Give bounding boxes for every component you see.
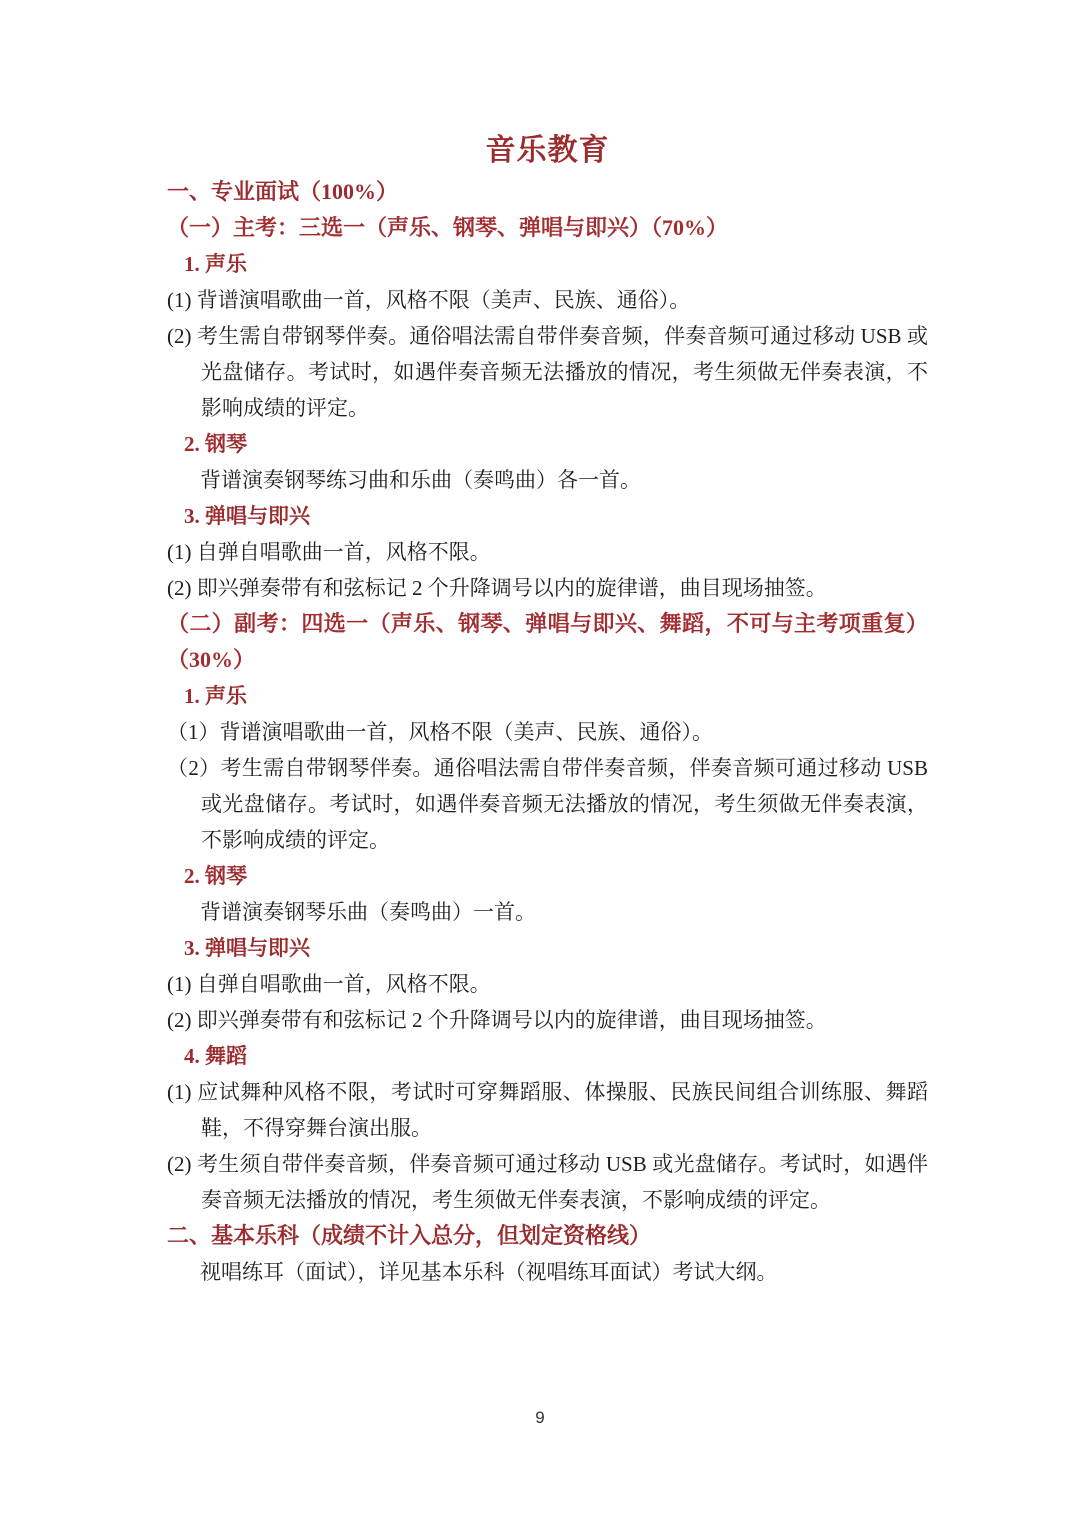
- item-marker: （2）: [167, 756, 221, 780]
- block-item: [167, 714, 928, 750]
- item-marker: (2): [167, 324, 192, 348]
- item-text: 即兴弹奏带有和弦标记 2 个升降调号以内的旋律谱，曲目现场抽签。: [196, 1008, 827, 1032]
- block-h3: 3. 弹唱与即兴: [184, 504, 310, 528]
- item-marker: (2): [167, 1152, 192, 1176]
- block-h3: 1. 声乐: [184, 252, 247, 276]
- item-marker: (1): [167, 288, 192, 312]
- item-text: 考生需自带钢琴伴奏。通俗唱法需自带伴奏音频，伴奏音频可通过移动 USB 或光盘储存。考试时，如遇伴奏音频无法播放的情况，考生须做无伴奏表演，不影响成绩的评定。: [201, 756, 928, 852]
- item-marker: (1): [167, 540, 192, 564]
- block-para: 背谱演奏钢琴乐曲（奏鸣曲）一首。: [200, 900, 536, 924]
- item-marker: (2): [167, 576, 192, 600]
- block-item: [167, 318, 928, 426]
- block-item: [167, 1002, 928, 1038]
- item-marker: (1): [167, 1080, 192, 1104]
- block-h3: 1. 声乐: [184, 684, 247, 708]
- block-h3: 4. 舞蹈: [184, 1044, 247, 1068]
- page-number: 9: [535, 1408, 545, 1427]
- block-para: 背谱演奏钢琴练习曲和乐曲（奏鸣曲）各一首。: [200, 468, 641, 492]
- block-para: 视唱练耳（面试），详见基本乐科（视唱练耳面试）考试大纲。: [200, 1260, 778, 1284]
- block-item: [167, 1146, 928, 1218]
- block-item: [167, 966, 928, 1002]
- item-marker: （1）: [167, 720, 220, 744]
- item-text: 即兴弹奏带有和弦标记 2 个升降调号以内的旋律谱，曲目现场抽签。: [196, 576, 827, 600]
- item-text: 自弹自唱歌曲一首，风格不限。: [196, 972, 491, 996]
- block-h3: 2. 钢琴: [184, 864, 247, 888]
- block-h1: 一、专业面试（100%）: [167, 179, 399, 204]
- item-text: 自弹自唱歌曲一首，风格不限。: [196, 540, 491, 564]
- block-h2: （一）主考：三选一（声乐、钢琴、弹唱与即兴）（70%）: [167, 215, 729, 240]
- block-h2: （二）副考：四选一（声乐、钢琴、弹唱与即兴、舞蹈，不可与主考项重复）（30%）: [167, 611, 928, 672]
- item-text: 背谱演唱歌曲一首，风格不限（美声、民族、通俗）。: [196, 288, 691, 312]
- block-item: [167, 1074, 928, 1146]
- document-body: [167, 174, 928, 1290]
- item-text: 考生须自带伴奏音频，伴奏音频可通过移动 USB 或光盘储存。考试时，如遇伴奏音频无法播放的情况，考生须做无伴奏表演，不影响成绩的评定。: [196, 1152, 928, 1212]
- block-item: [167, 750, 928, 858]
- block-item: [167, 570, 928, 606]
- block-h1: 二、基本乐科（成绩不计入总分，但划定资格线）: [167, 1223, 652, 1248]
- item-text: 考生需自带钢琴伴奏。通俗唱法需自带伴奏音频，伴奏音频可通过移动 USB 或光盘储存。考试时，如遇伴奏音频无法播放的情况，考生须做无伴奏表演，不影响成绩的评定。: [196, 324, 928, 420]
- item-text: 应试舞种风格不限，考试时可穿舞蹈服、体操服、民族民间组合训练服、舞蹈鞋，不得穿舞台演出服。: [197, 1080, 929, 1140]
- item-text: 背谱演唱歌曲一首，风格不限（美声、民族、通俗）。: [219, 720, 713, 744]
- item-marker: (1): [167, 972, 192, 996]
- block-item: [167, 282, 928, 318]
- item-marker: (2): [167, 1008, 192, 1032]
- block-h3: 2. 钢琴: [184, 432, 247, 456]
- page-title: 音乐教育: [485, 134, 610, 167]
- block-item: [167, 534, 928, 570]
- block-h3: 3. 弹唱与即兴: [184, 936, 310, 960]
